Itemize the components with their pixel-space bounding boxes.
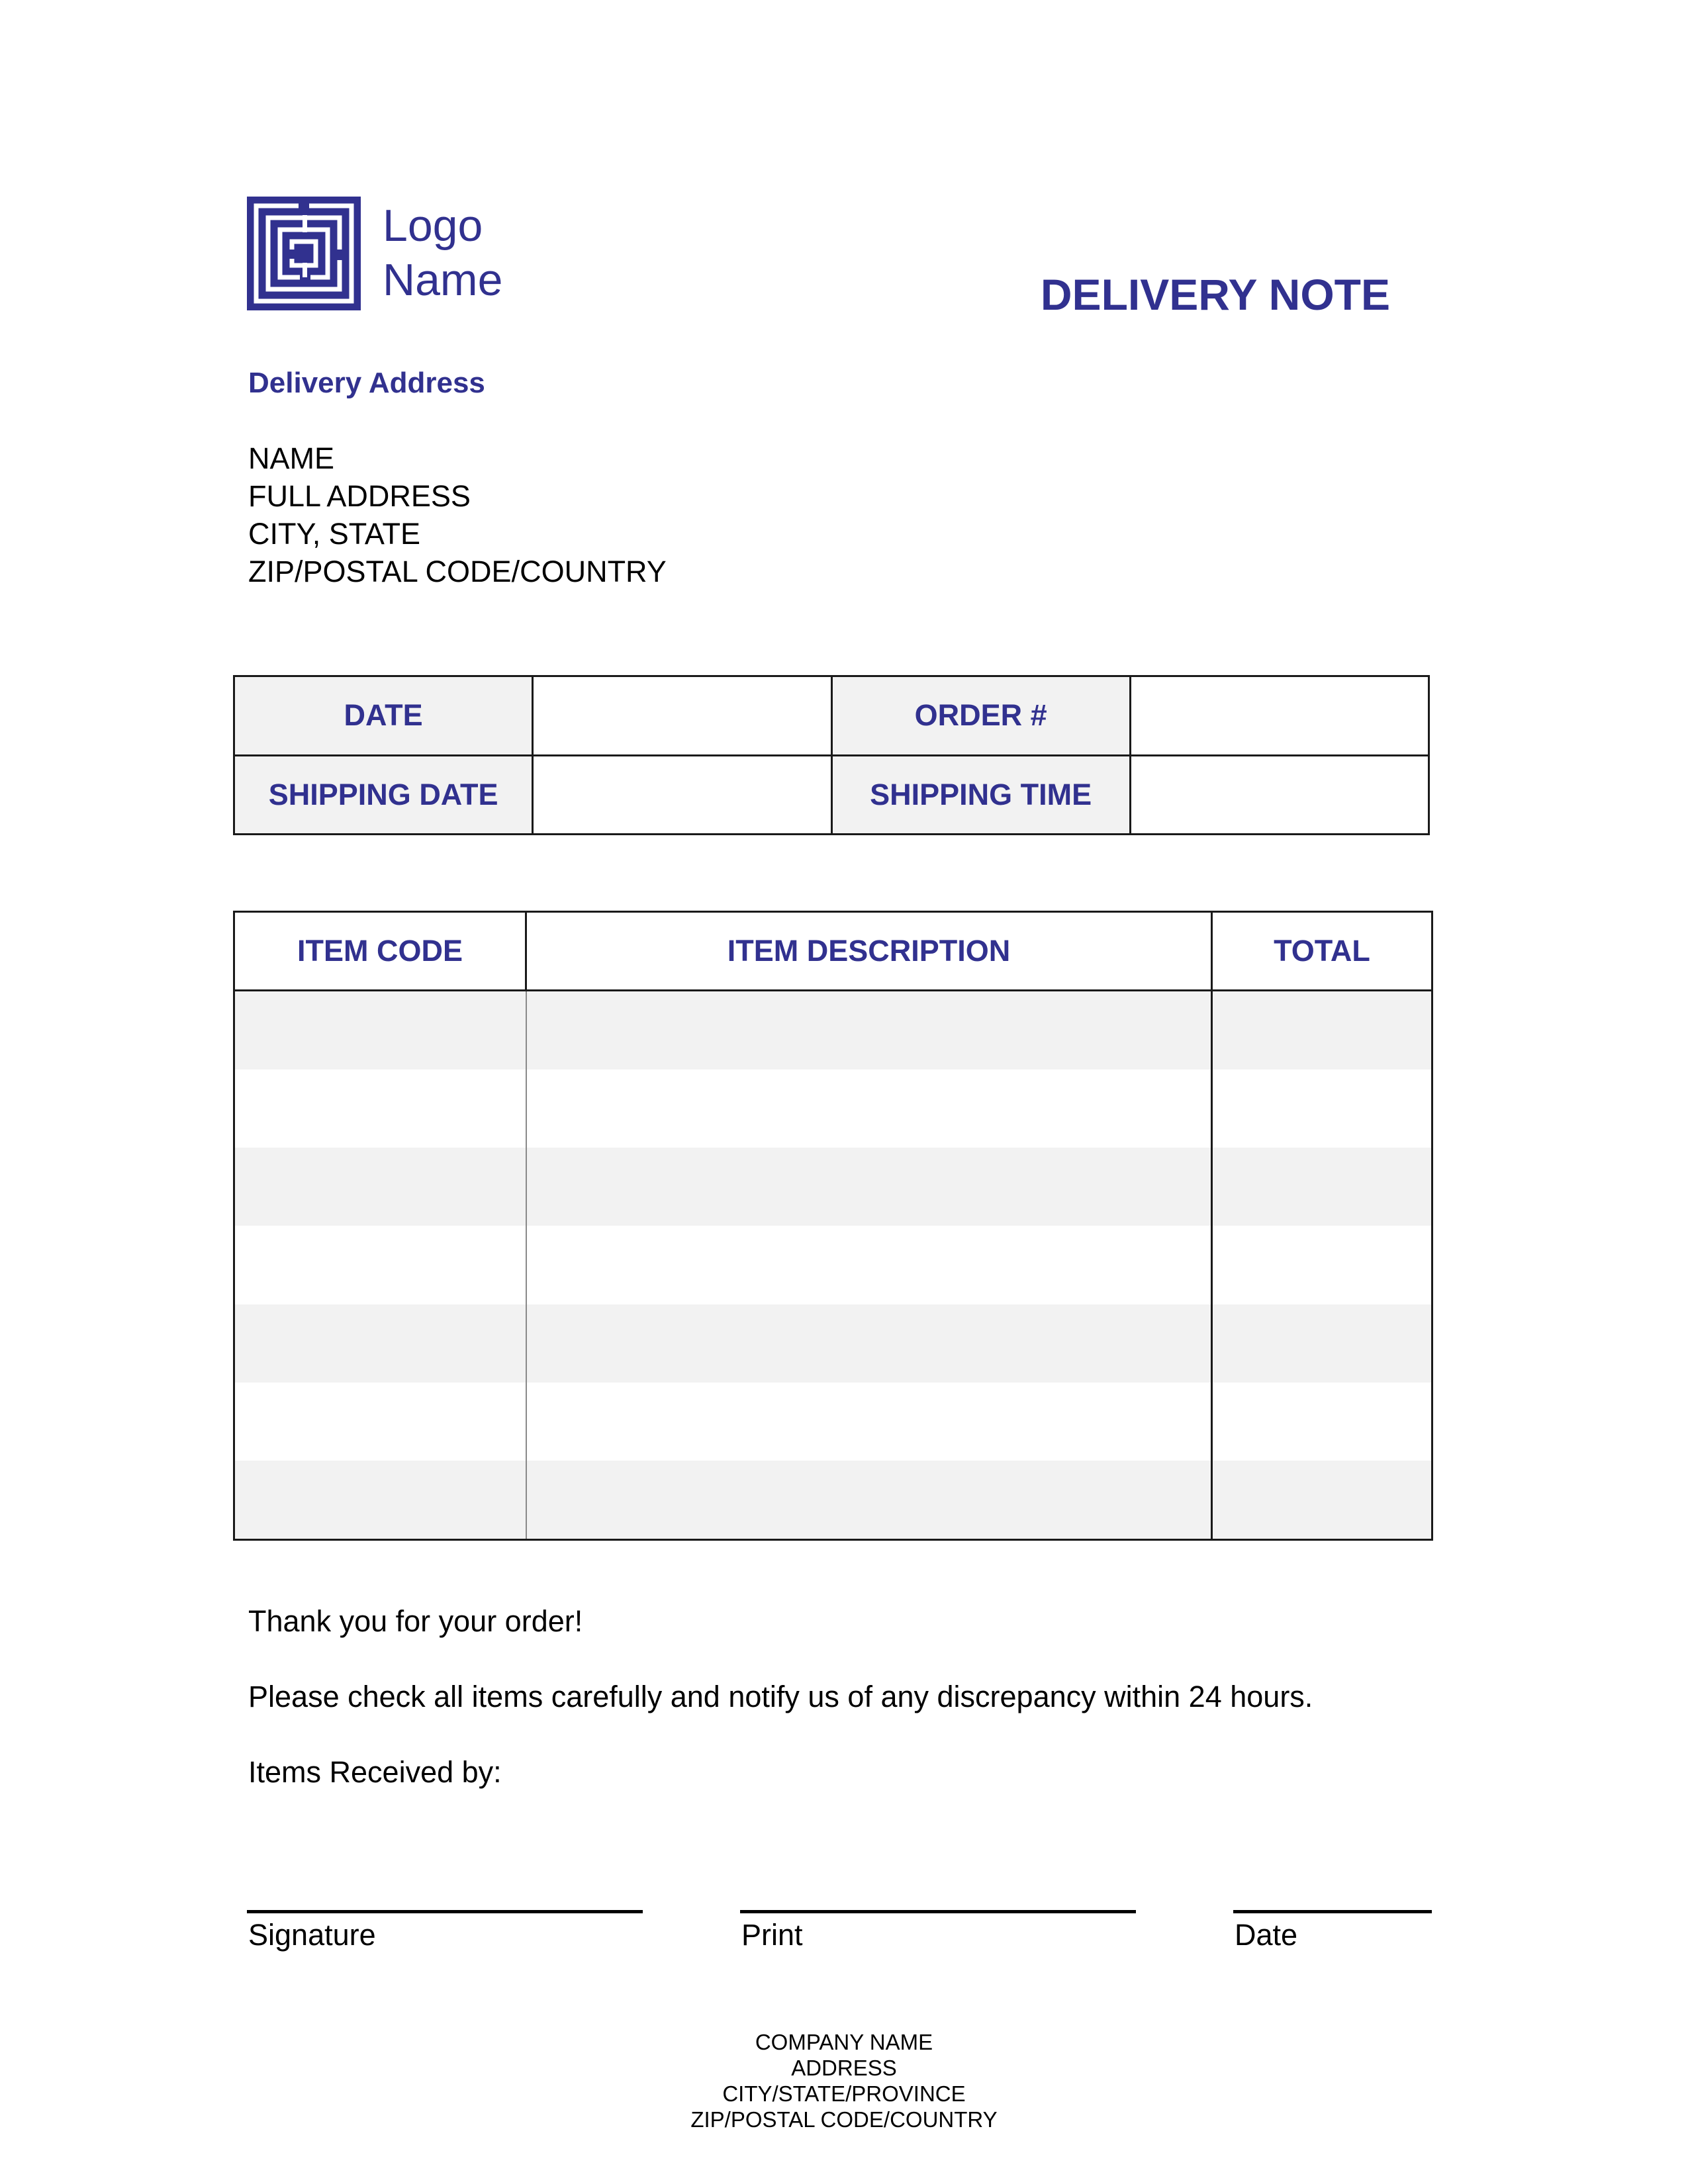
order-info-table [233, 675, 1430, 835]
print-label: Print [741, 1918, 803, 1952]
info-row [234, 755, 1429, 835]
items-header-row [234, 912, 1432, 991]
address-city-state: CITY, STATE [248, 517, 421, 551]
item-code-cell[interactable] [234, 1304, 526, 1383]
item-code-cell[interactable] [234, 1383, 526, 1461]
table-row [234, 991, 1432, 1070]
item-description-cell[interactable] [526, 1383, 1212, 1461]
items-table [233, 911, 1433, 1541]
date-label: DATE [234, 676, 533, 756]
signature-label: Signature [248, 1918, 376, 1952]
order-number-label: ORDER # [831, 676, 1130, 756]
check-items-message: Please check all items carefully and notify us of any discrepancy within 24 hours. [248, 1680, 1313, 1713]
address-full: FULL ADDRESS [248, 479, 471, 513]
total-header: TOTAL [1212, 912, 1432, 991]
table-row [234, 1304, 1432, 1383]
table-row [234, 1383, 1432, 1461]
item-code-cell[interactable] [234, 991, 526, 1070]
footer-zip-country: ZIP/POSTAL CODE/COUNTRY [690, 2107, 998, 2132]
item-description-cell[interactable] [526, 1148, 1212, 1226]
table-row [234, 1461, 1432, 1540]
item-total-cell[interactable] [1212, 1383, 1432, 1461]
shipping-time-label: SHIPPING TIME [831, 755, 1130, 835]
date-label-signature: Date [1235, 1918, 1298, 1952]
logo-line-1: Logo [383, 201, 483, 251]
item-total-cell[interactable] [1212, 1148, 1432, 1226]
footer-company-name: COMPANY NAME [755, 2030, 933, 2054]
item-code-cell[interactable] [234, 1226, 526, 1304]
delivery-address-block [248, 439, 667, 590]
table-row [234, 1148, 1432, 1226]
address-zip-country: ZIP/POSTAL CODE/COUNTRY [248, 555, 667, 588]
shipping-date-value[interactable] [533, 755, 831, 835]
item-code-header: ITEM CODE [234, 912, 526, 991]
items-received-by-label: Items Received by: [248, 1755, 502, 1789]
item-code-cell[interactable] [234, 1069, 526, 1148]
item-description-cell[interactable] [526, 1461, 1212, 1540]
table-row [234, 1226, 1432, 1304]
item-description-cell[interactable] [526, 1069, 1212, 1148]
logo-line-2: Name [383, 255, 503, 305]
date-value[interactable] [533, 676, 831, 756]
maze-logo-icon [247, 197, 361, 310]
footer-city-state-province: CITY/STATE/PROVINCE [722, 2081, 966, 2106]
item-code-cell[interactable] [234, 1148, 526, 1226]
shipping-date-label: SHIPPING DATE [234, 755, 533, 835]
address-name: NAME [248, 441, 335, 475]
logo-name [383, 199, 502, 307]
thank-you-message: Thank you for your order! [248, 1604, 583, 1638]
table-row [234, 1069, 1432, 1148]
item-description-header: ITEM DESCRIPTION [526, 912, 1212, 991]
item-total-cell[interactable] [1212, 1226, 1432, 1304]
item-description-cell[interactable] [526, 1304, 1212, 1383]
item-total-cell[interactable] [1212, 1461, 1432, 1540]
item-description-cell[interactable] [526, 991, 1212, 1070]
order-number-value[interactable] [1130, 676, 1429, 756]
date-line[interactable] [1233, 1910, 1432, 1913]
item-total-cell[interactable] [1212, 991, 1432, 1070]
company-footer [579, 2029, 1109, 2132]
print-line[interactable] [740, 1910, 1136, 1913]
item-total-cell[interactable] [1212, 1304, 1432, 1383]
signature-line[interactable] [247, 1910, 643, 1913]
item-code-cell[interactable] [234, 1461, 526, 1540]
delivery-address-heading: Delivery Address [248, 367, 485, 399]
shipping-time-value[interactable] [1130, 755, 1429, 835]
document-title: DELIVERY NOTE [1040, 270, 1390, 319]
info-row [234, 676, 1429, 756]
footer-address: ADDRESS [791, 2056, 897, 2080]
item-total-cell[interactable] [1212, 1069, 1432, 1148]
item-description-cell[interactable] [526, 1226, 1212, 1304]
